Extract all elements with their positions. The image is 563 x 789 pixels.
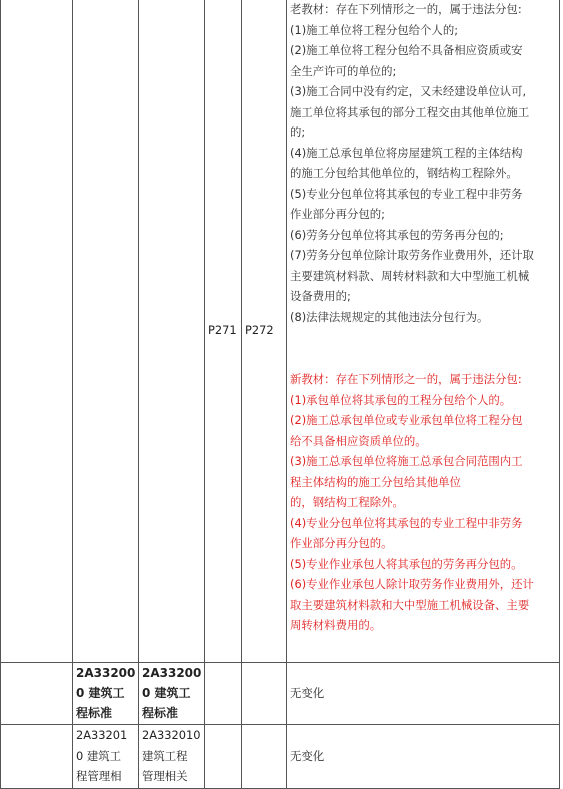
new-page-ref: P272 [242,0,287,663]
section-code-new [139,725,205,789]
text-line: 给不具备相应资质单位的。 [290,433,427,448]
text-line: (1)承包单位将其承包的工程分包给个人的。 [290,392,512,407]
text-line: 作业部分再分包的; [290,207,385,221]
text-line: 取主要建筑材料款和大中型施工机械设备、主要 [290,597,530,612]
text-line: (5)专业作业承包人将其承包的劳务再分包的。 [290,556,523,571]
section-code-old-cell [73,0,139,663]
text-line: (2)施工单位将工程分包给不具备相应资质或安 [290,43,523,57]
text-line: 施工单位将其承包的部分工程交由其他单位施工 [290,104,530,119]
text-line: (6)劳务分包单位将其承包的劳务再分包的; [290,227,504,242]
text-line: (8)法律法规规定的其他违法分包行为。 [290,309,489,324]
text-line: 程标准 [76,706,113,720]
text-line: (3)施工合同中没有约定，又未经建设单位认可, [290,84,527,98]
table-row [1,725,560,789]
text-line: (4)施工总承包单位将房屋建筑工程的主体结构 [290,145,523,160]
text-line: 0 建筑工 [142,686,191,700]
section-code-old [73,663,139,725]
empty-cell [1,0,73,663]
text-line: 程主体结构的施工分包给其他单位 [290,474,461,489]
text-line: 的，钢结构工程除外。 [290,495,404,509]
text-line: 主要建筑材料款、周转材料款和大中型施工机械 [290,268,530,283]
text-line: 老教材：存在下列情形之一的，属于违法分包: [290,2,522,16]
text-line: 0 建筑工 [76,748,122,763]
table-row [1,0,560,663]
old-page-ref: P271 [205,0,242,663]
text-line: (1)施工单位将工程分包给个人的; [290,22,459,37]
text-line: 2A332010 [142,728,201,742]
text-line: 新教材：存在下列情形之一的，属于违法分包: [290,372,522,386]
text-line: 设备费用的; [290,289,351,303]
text-line: 0 建筑工 [76,686,125,700]
empty-cell [205,663,242,725]
text-line: 全生产许可的单位的; [290,63,397,78]
text-line: 程管理相 [76,769,122,783]
section-code-new [139,663,205,725]
old-edition-text [290,0,556,327]
text-line: 2A33201 [76,728,128,742]
text-line: (3)施工总承包单位将施工总承包合同范围内工 [290,454,523,468]
text-line: 的; [290,125,306,139]
empty-cell [242,663,287,725]
change-description-cell [287,0,560,663]
text-line: 管理相关 [142,769,188,783]
change-status: 无变化 [287,725,560,789]
table-row [1,663,560,725]
text-line: (2)施工总承包单位或专业承包单位将工程分包 [290,413,523,427]
new-edition-text [290,369,556,636]
text-line: 建筑工程 [142,748,188,763]
empty-cell [1,725,73,789]
text-line: 程标准 [142,706,179,720]
text-line: 的施工分包给其他单位的，钢结构工程除外。 [290,166,518,180]
section-code-old [73,725,139,789]
text-line: 2A33200 [76,666,136,680]
empty-cell [1,663,73,725]
empty-cell [242,725,287,789]
change-status: 无变化 [287,663,560,725]
text-line: (6)专业作业承包人除计取劳务作业费用外，还计 [290,577,534,591]
empty-cell [205,725,242,789]
text-line: 2A33200 [142,666,202,680]
text-line: (7)劳务分包单位除计取劳务作业费用外，还计取 [290,248,534,262]
text-line: 作业部分再分包的。 [290,536,393,550]
text-line: (4)专业分包单位将其承包的专业工程中非劳务 [290,515,523,530]
spacer [290,327,556,369]
section-code-new-cell [139,0,205,663]
text-line: 周转材料费用的。 [290,618,382,632]
text-line: (5)专业分包单位将其承包的专业工程中非劳务 [290,186,523,201]
